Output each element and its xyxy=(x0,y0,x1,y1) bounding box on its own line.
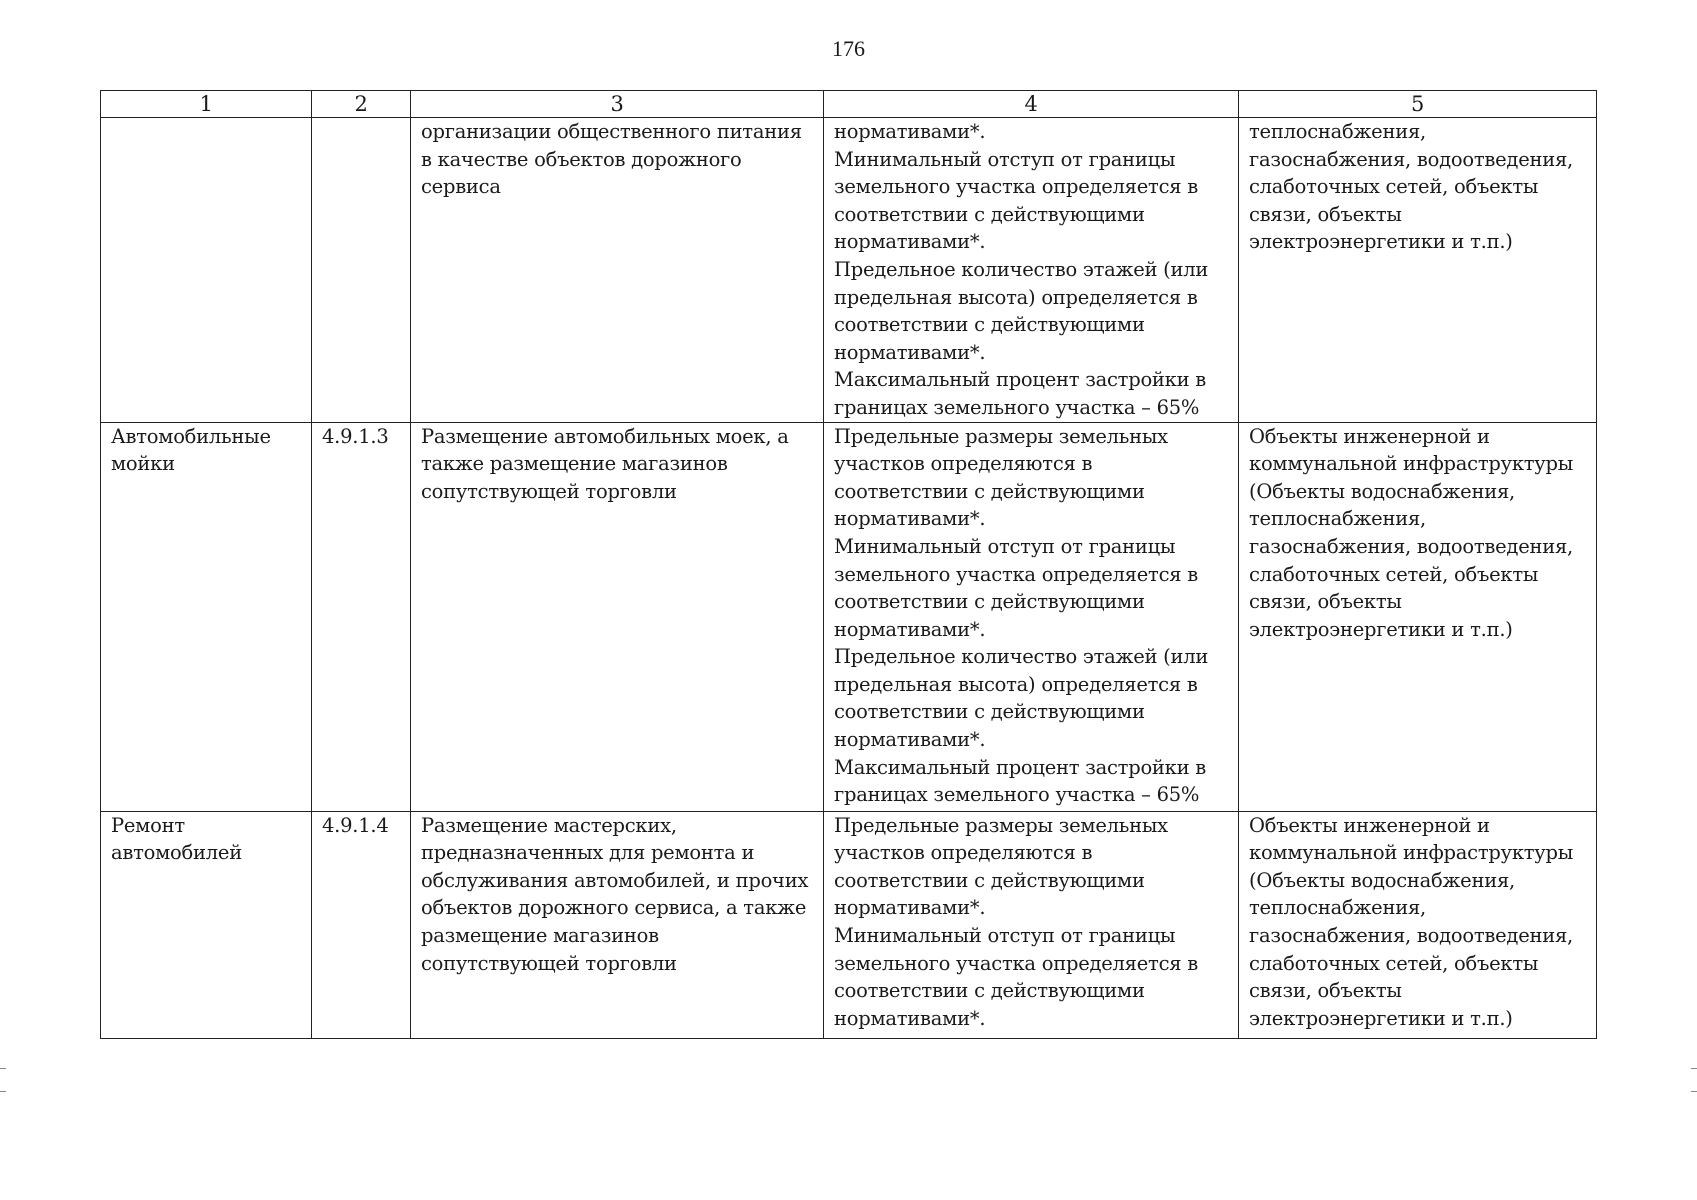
land-use-table xyxy=(100,90,1597,1039)
use-name-cell: Ремонт автомобилей xyxy=(101,811,312,1038)
use-parameters-cell: нормативами*. Минимальный отступ от границы земельного участка определяется в соответствии с действующими нормативами*. Предельное количество этажей (или предельная высота) определяется в соответствии с действующими нормативами*. Максимальный процент застройки в границах земельного участка – 65% xyxy=(824,118,1239,423)
use-description-cell: Размещение мастерских, предназначенных для ремонта и обслуживания автомобилей, и прочих объектов дорожного сервиса, а также размещение магазинов сопутствующей торговли xyxy=(411,811,824,1038)
binding-margin-mark-left xyxy=(0,1068,6,1092)
use-parameters-cell: Предельные размеры земельных участков определяются в соответствии с действующими нормативами*. Минимальный отступ от границы земельного участка определяется в соответствии с действующими нормативами*. xyxy=(824,811,1239,1038)
column-header-4: 4 xyxy=(824,91,1239,118)
use-name-cell xyxy=(101,118,312,423)
column-header-3: 3 xyxy=(411,91,824,118)
use-name-cell: Автомобильные мойки xyxy=(101,422,312,811)
table-header xyxy=(101,91,1597,118)
use-code-cell: 4.9.1.4 xyxy=(312,811,411,1038)
use-description-cell: Размещение автомобильных моек, а также размещение магазинов сопутствующей торговли xyxy=(411,422,824,811)
use-parameters-cell: Предельные размеры земельных участков определяются в соответствии с действующими нормативами*. Минимальный отступ от границы земельного участка определяется в соответствии с действующими нормативами*. Предельное количество этажей (или предельная высота) определяется в соответствии с действующими нормативами*. Максимальный процент застройки в границах земельного участка – 65% xyxy=(824,422,1239,811)
binding-margin-mark-right xyxy=(1691,1068,1697,1092)
auxiliary-uses-cell: Объекты инженерной и коммунальной инфраструктуры (Объекты водоснабжения, теплоснабжения, газоснабжения, водоотведения, слаботочных сетей, объекты связи, объекты электроэнергетики и т.п.) xyxy=(1239,811,1597,1038)
auxiliary-uses-cell: теплоснабжения, газоснабжения, водоотведения, слаботочных сетей, объекты связи, объекты электроэнергетики и т.п.) xyxy=(1239,118,1597,423)
header-row xyxy=(101,91,1597,118)
use-code-cell xyxy=(312,118,411,423)
table-row-continuation xyxy=(101,118,1597,423)
auxiliary-uses-cell: Объекты инженерной и коммунальной инфраструктуры (Объекты водоснабжения, теплоснабжения, газоснабжения, водоотведения, слаботочных сетей, объекты связи, объекты электроэнергетики и т.п.) xyxy=(1239,422,1597,811)
page-number: 176 xyxy=(832,36,865,61)
column-header-1: 1 xyxy=(101,91,312,118)
column-header-2: 2 xyxy=(312,91,411,118)
use-description-cell: организации общественного питания в качестве объектов дорожного сервиса xyxy=(411,118,824,423)
use-code-cell: 4.9.1.3 xyxy=(312,422,411,811)
table-body xyxy=(101,118,1597,1039)
table-row-car-repair xyxy=(101,811,1597,1038)
column-header-5: 5 xyxy=(1239,91,1597,118)
table-row-car-wash xyxy=(101,422,1597,811)
